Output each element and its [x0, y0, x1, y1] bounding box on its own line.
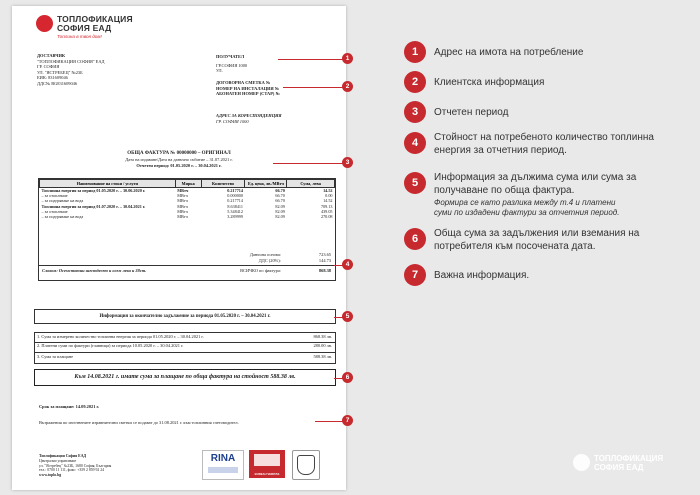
total-label: ВСИЧКО по фактура: — [240, 268, 281, 273]
rina-certificate-logo — [202, 450, 244, 480]
brand-name-line2: СОФИЯ ЕАД — [57, 22, 112, 33]
certificate-badge-text: BUREAU VERITAS — [254, 472, 280, 476]
row-price: 66.70 — [275, 188, 285, 193]
marker-leader — [283, 87, 343, 88]
tax-base-label: Данъчна основа: — [249, 252, 281, 257]
contract-line: ДОГОВОРНА СМЕТКА № — [216, 80, 271, 85]
payment-notice: Към 14.08.2021 г. имате сума за плащане по обща фактура на стойност 588.38 лв. — [74, 374, 296, 380]
footer-line: ул. "Ястребец" №23Б, 1680 София, България — [39, 463, 112, 468]
legend-number-2: 2 — [404, 71, 426, 93]
final-info-title-box — [34, 309, 336, 324]
due-date-value: 14.09.2021 г. — [75, 404, 100, 409]
row-name: – за отопление — [41, 208, 68, 214]
footer-address — [39, 454, 111, 478]
legend-text-7: Важна информация. — [434, 270, 530, 281]
brand-tagline: Топлина в твоя дом! — [57, 34, 102, 39]
supplier-block — [37, 53, 105, 87]
row-sum: 14.52 — [323, 188, 333, 193]
watermark-logo — [594, 455, 663, 472]
table-header: Наименование на стоки / услуги — [40, 180, 176, 188]
invoice-document — [12, 6, 346, 490]
marker-leader — [273, 163, 343, 164]
marker-3: 3 — [342, 157, 353, 168]
row-qty: 5.348412 — [227, 208, 243, 214]
recipient-block — [216, 54, 247, 74]
correspondence-line: АДРЕС ЗА КОРЕСПОНДЕНЦИЯ — [216, 113, 282, 118]
contract-line: НОМЕР НА ИНСТАЛАЦИЯ № — [216, 85, 280, 91]
legend-number-1: 1 — [404, 41, 426, 63]
row-price: 66.70 — [275, 193, 285, 199]
legend-number-7: 7 — [404, 264, 426, 286]
row-qty: 0.217714 — [227, 198, 243, 204]
legend-number-6: 6 — [404, 228, 426, 250]
brand-logo-icon — [36, 15, 53, 32]
recipient-line: ГР.СОФИЯ 1000 — [216, 62, 248, 68]
contract-line: АБОНАТЕН НОМЕР (СТАР) № — [216, 91, 280, 97]
watermark-line2: СОФИЯ ЕАД — [594, 462, 644, 472]
row-price: 82.09 — [275, 208, 285, 214]
invoice-dates: Дата на издаване/Дата на данъчно събитие – 31.07.2021 г. — [125, 157, 233, 162]
final-row-value: 588.38 лв. — [313, 354, 332, 359]
amount-in-words: Словом: Осемстотин шестдесет и осем лева и 38ст. — [42, 268, 147, 273]
rina-logo-text: RINA — [210, 453, 236, 464]
supplier-line: УЛ. "ЯСТРЕБЕЦ" №23Б — [37, 69, 83, 75]
marker-4: 4 — [342, 259, 353, 270]
table-header: Сума, лева — [287, 180, 335, 188]
legend-number-4: 4 — [404, 132, 426, 154]
row-name: Топлинна енергия за период 01.05.2020 г. – 30.06.2020 г. — [41, 188, 146, 193]
legend-text-1: Адрес на имота на потребление — [434, 47, 584, 58]
total-value: 868.38 — [318, 268, 331, 273]
final-row-label: 3. Сума за плащане — [37, 354, 74, 359]
marker-leader — [278, 59, 343, 60]
footer-line: Централно управление — [39, 458, 77, 463]
correspondence-block — [216, 113, 282, 124]
supplier-title: ДОСТАВЧИК — [37, 53, 66, 58]
bureau-veritas-logo — [292, 450, 320, 480]
brand-name-line1: ТОПЛОФИКАЦИЯ — [57, 14, 133, 24]
legend-text-5: Информация за дължима сума или сума за получаване по обща фактура. — [434, 172, 637, 196]
recipient-line: УЛ. — [216, 68, 223, 74]
brand-logo — [57, 15, 133, 32]
supplier-line: "ТОПЛОФИКАЦИЯ СОФИЯ" ЕАД — [37, 58, 105, 64]
total-divider — [39, 265, 335, 266]
due-date-label: Срок за плащане: — [39, 404, 75, 409]
legend-text-2: Клиентска информация — [434, 77, 545, 88]
due-date-line — [39, 404, 99, 410]
legend-note-5: Формира се като разлика между т.4 и платени суми по издадени фактури за отчетния период. — [434, 198, 620, 217]
table-header: Мярка — [175, 180, 201, 188]
contract-block — [216, 80, 280, 97]
final-row-label: 1. Сума за измерено количество топлинна енергия за периода 01.05.2020 г. – 30.04.2021 г. — [37, 334, 204, 339]
row-qty: 0.217714 — [227, 188, 243, 193]
marker-1: 1 — [342, 53, 353, 64]
tax-base-value: 723.65 — [318, 252, 331, 257]
footer-line: Топлофикация София ЕАД — [39, 454, 87, 458]
invoice-title: ОБЩА ФАКТУРА № 00000000 – ОРИГИНАЛ — [127, 151, 231, 156]
certificate-badge-icon — [254, 454, 280, 466]
row-unit: MВтч — [177, 203, 188, 209]
row-price: 82.09 — [275, 203, 285, 209]
row-unit: MВтч — [177, 214, 188, 220]
payment-notice-box — [34, 369, 336, 386]
row-name: – за подгряване на вода — [41, 214, 84, 220]
row-unit: MВтч — [177, 208, 188, 214]
vat-label: ДДС (20%): — [258, 258, 281, 263]
final-row-label: 2. Платени суми по фактури (главница) за периода 10.05.2020 г. – 30.04.2021 г. — [37, 343, 184, 348]
table-header: Ед. цена, лв./MВтч — [245, 180, 287, 188]
legend-text-4: Стойност на потребеното количество топлинна енергия за отчетния период. — [434, 132, 654, 156]
table-header-row — [40, 180, 335, 188]
final-row-divider — [35, 352, 335, 353]
table-header: Количество — [201, 180, 245, 188]
final-info-title: Информация за окончателно задължение за периода 01.05.2020 г. – 30.04.2021 г. — [99, 314, 271, 319]
marker-6: 6 — [342, 372, 353, 383]
legend-number-5: 5 — [404, 172, 426, 194]
row-sum: 270.08 — [320, 214, 333, 220]
row-name: – за подгряване на вода — [41, 198, 84, 204]
row-qty: 3.289999 — [227, 214, 243, 220]
footer-line: www.toplo.bg — [39, 473, 62, 478]
final-row-value: 868.38 лв. — [313, 334, 332, 339]
supplier-line: ДДС№ BG831609046 — [37, 80, 78, 86]
marker-leader — [315, 421, 343, 422]
row-price: 66.70 — [275, 198, 285, 204]
recipient-title: ПОЛУЧАТЕЛ — [216, 54, 245, 59]
supplier-line: ЕИК: 831609046 — [37, 75, 68, 81]
vat-value: 144.73 — [318, 258, 331, 263]
row-sum: 709.13 — [320, 203, 333, 209]
invoice-period: Отчетен период: 01.05.2020 г. – 30.04.2021 г. — [136, 163, 222, 168]
final-info-table — [34, 332, 336, 364]
items-table — [39, 179, 335, 219]
row-sum: 0.00 — [325, 193, 333, 199]
marker-5: 5 — [342, 311, 353, 322]
row-unit: MВтч — [177, 193, 188, 199]
table-row — [40, 214, 335, 219]
watermark-line1: ТОПЛОФИКАЦИЯ — [594, 454, 664, 463]
marker-2: 2 — [342, 81, 353, 92]
row-sum: 14.52 — [323, 198, 333, 204]
supplier-line: ГР. СОФИЯ — [37, 64, 60, 70]
correspondence-line: ГР. СОФИЯ 1000 — [216, 118, 249, 124]
row-sum: 439.05 — [320, 208, 333, 214]
row-qty: 0.000000 — [227, 193, 243, 199]
legend-number-3: 3 — [404, 101, 426, 123]
marker-7: 7 — [342, 415, 353, 426]
items-table-frame — [38, 178, 336, 281]
objection-note: Възражения по изготвените изравнителни сметки се подават до 31.08.2021 г. към топлинния счетоводител. — [39, 420, 239, 425]
legend-text-6: Обща сума за задължения или вземания на потребителя към посочената дата. — [434, 228, 640, 252]
row-unit: MВтч — [177, 198, 188, 204]
rina-logo-bar-icon — [208, 467, 238, 473]
final-row-value: 280.00 лв. — [313, 343, 332, 348]
legend-text-3: Отчетен период — [434, 107, 509, 118]
row-unit: MВтч — [177, 188, 189, 193]
row-price: 82.09 — [275, 214, 285, 220]
watermark-logo-icon — [573, 454, 590, 471]
row-name: – за отопление — [41, 193, 68, 199]
footer-line: тел.: 0700 11 111, факс: +359 2 859 92 24 — [39, 468, 105, 473]
bureau-veritas-shield-icon — [297, 455, 315, 475]
row-qty: 8.638411 — [227, 203, 243, 209]
row-name: Топлинна енергия за период 01.07.2020 г. – 30.04.2021 г. — [41, 203, 146, 209]
